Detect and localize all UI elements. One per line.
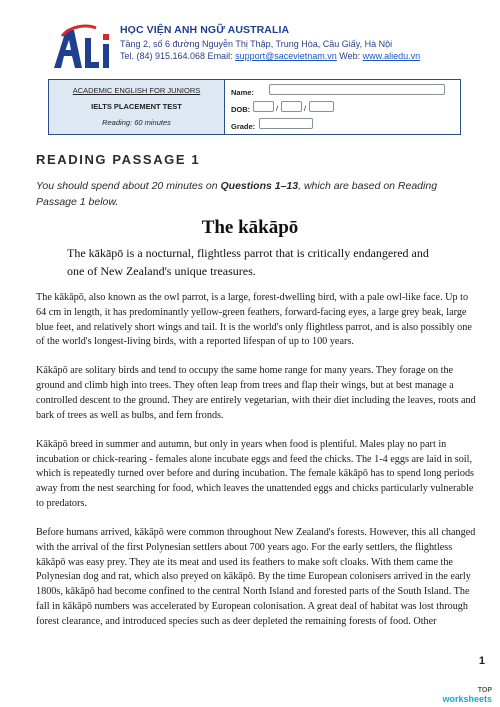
brand-top: TOP [477, 687, 492, 694]
paragraph: Before humans arrived, kākāpō were common throughout New Zealand's forests. However, this all changed with the arrival of the first Polynesian settlers about 700 years ago. For the early settlers, the flightless kākāpō was easy prey. They ate its meat and used its feathers to make soft cloaks. With them came the Polynesian dog and rat, which also preyed on kākāpō. By the time European colonisers arrived in the early 1800s, kākāpō had become confined to the central North Island and forested parts of the South Island. The fall in kākāpō numbers was accelerated by European colonisation. A great deal of habitat was lost through forest clearance, and introduced species such as deer depleted the remaining forests of food. Other [36, 526, 476, 627]
page-number: 1 [478, 655, 485, 667]
email-link[interactable]: support@sacevietnam.vn [235, 51, 337, 61]
org-name: HỌC VIỆN ANH NGỮ AUSTRALIA [120, 24, 290, 36]
org-info [120, 24, 420, 61]
dob-month-field[interactable] [281, 101, 302, 112]
dob-label: DOB: [231, 105, 251, 114]
paragraph: The kākāpō, also known as the owl parrot, is a large, forest-dwelling bird, with a pale owl-like face. Up to 64 cm in length, it has predominantly yellow-green feathers, forward-facing eyes, a large grey beak, large blue feet, and relatively short wings and tail. It is the world's only flightless parrot, and is also possibly one of the world's longest-living birds, with a reported lifespan of up to 100 years. [36, 292, 472, 348]
org-contact [120, 51, 420, 61]
test-info-panel [49, 80, 225, 134]
web-link[interactable]: www.aliedu.vn [362, 51, 421, 61]
name-label: Name: [231, 88, 254, 97]
org-address: Tầng 2, số 6 đường Nguyễn Thị Thập, Trung Hòa, Cầu Giấy, Hà Nội [120, 38, 393, 49]
web-label: Web: [336, 51, 363, 61]
brand-name: worksheets [442, 694, 492, 704]
dob-separator: / [304, 104, 307, 113]
dob-separator: / [276, 104, 279, 113]
instruction-pre: You should spend about 20 minutes on [36, 180, 221, 192]
grade-field[interactable] [259, 118, 313, 129]
name-field[interactable] [269, 84, 445, 95]
paragraph: Kākāpō are solitary birds and tend to occupy the same home range for many years. They forage on the ground and climb high into trees. They often leap from trees and flap their wings, but at best manage a controlled descent to the ground. They are entirely vegetarian, with their diet including the leaves, roots and bark of trees as well as bulbs, and fern fronds. [36, 365, 476, 421]
ali-logo [52, 22, 114, 72]
passage-title: The kākāpō [201, 217, 299, 238]
paragraph: Kākāpō breed in summer and autumn, but only in years when food is plentiful. Males play no part in incubation or chick-rearing - females alone incubate eggs and feed the chicks. The 1-4 eggs are laid in soil, which is repeatedly turned over before and during incubation. The female kākāpō has to spend long periods away from the nest searching for food, which leaves the unattended eggs and chicks particularly vulnerable to predators. [36, 438, 475, 509]
tel-text: Tel. (84) 915.164.068 Email: [120, 51, 236, 61]
student-fields [225, 80, 460, 134]
passage-subtitle: The kākāpō is a nocturnal, flightless parrot that is critically endangered and one of New Zealand's unique treasures. [67, 246, 429, 278]
instruction-questions: Questions 1–13 [220, 180, 299, 192]
instruction-post: , which are based on Reading Passage 1 below. [36, 180, 438, 208]
passage-heading: READING PASSAGE 1 [36, 152, 201, 167]
grade-label: Grade: [231, 122, 256, 131]
course-name: ACADEMIC ENGLISH FOR JUNIORS [72, 86, 201, 95]
student-info-box [48, 79, 461, 135]
dob-day-field[interactable] [253, 101, 274, 112]
test-name: IELTS PLACEMENT TEST [91, 102, 182, 111]
test-duration: Reading: 60 minutes [102, 118, 171, 127]
topworksheets-logo [442, 686, 492, 704]
instruction-text [36, 179, 468, 210]
passage-body [36, 291, 476, 644]
dob-year-field[interactable] [309, 101, 334, 112]
